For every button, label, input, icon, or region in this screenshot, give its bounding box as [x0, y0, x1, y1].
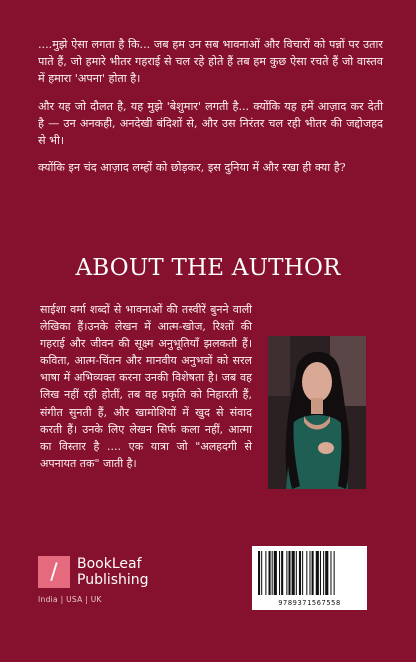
publisher-regions: India | USA | UK — [38, 595, 102, 604]
isbn-barcode — [252, 546, 367, 610]
about-author-heading: ABOUT THE AUTHOR — [75, 255, 341, 281]
author-bio: साईशा वर्मा शब्दों से भावनाओं की तस्वीरें बुनने वाली लेखिका हैं।उनके लेखन में आत्म-खोज, रिश्तों की गहराई और जीवन की सूक्ष्म अनुभूतियाँ झलकती हैं। कविता, आत्म-चिंतन और मानवीय अनुभवों को सरल भाषा में अभिव्यक्त करना उनकी विशेषता है। जब वह लिख नहीं रही होतीं, तब वह प्रकृति को निहारती हैं, संगीत सुनती हैं, और खामोशियों में खुद से संवाद करती हैं। उनके लिए लेखन सिर्फ कला नहीं, आत्मा का विस्तार है .... एक यात्रा जो "अलहदगी से अपनायत तक" जाती है। — [40, 303, 252, 470]
intro-excerpt — [38, 36, 383, 186]
intro-paragraph-1: ....मुझे ऐसा लगता है कि... जब हम उन सब भावनाओं और विचारों को पन्नों पर उतार पाते हैं, जो हमारे भीतर गहराई से चल रहे होते हैं तब हम कुछ ऐसा रचते हैं जो वास्तव में हमारा 'अपना' होता है। — [38, 38, 383, 86]
publisher-logo — [38, 556, 149, 604]
intro-paragraph-3: क्योंकि इन चंद आज़ाद लम्हों को छोड़कर, इस दुनिया में और रखा ही क्या है? — [38, 161, 346, 175]
intro-paragraph-2: और यह जो दौलत है, यह मुझे 'बेशुमार' लगती है... क्योंकि यह हमें आज़ाद कर देती है — उन अनकही, अनदेखी बंदिशों से, और उस निरंतर चल रही भीतर की जद्दोजहद से भी। — [38, 99, 383, 148]
publisher-name-line1: BookLeaf — [77, 556, 142, 572]
barcode-bars-icon — [258, 551, 361, 595]
author-photo — [268, 336, 366, 489]
publisher-name — [77, 556, 149, 588]
isbn-number: 9789371567558 — [278, 599, 341, 607]
publisher-slash-icon: / — [38, 556, 70, 588]
publisher-name-line2: Publishing — [77, 572, 149, 588]
